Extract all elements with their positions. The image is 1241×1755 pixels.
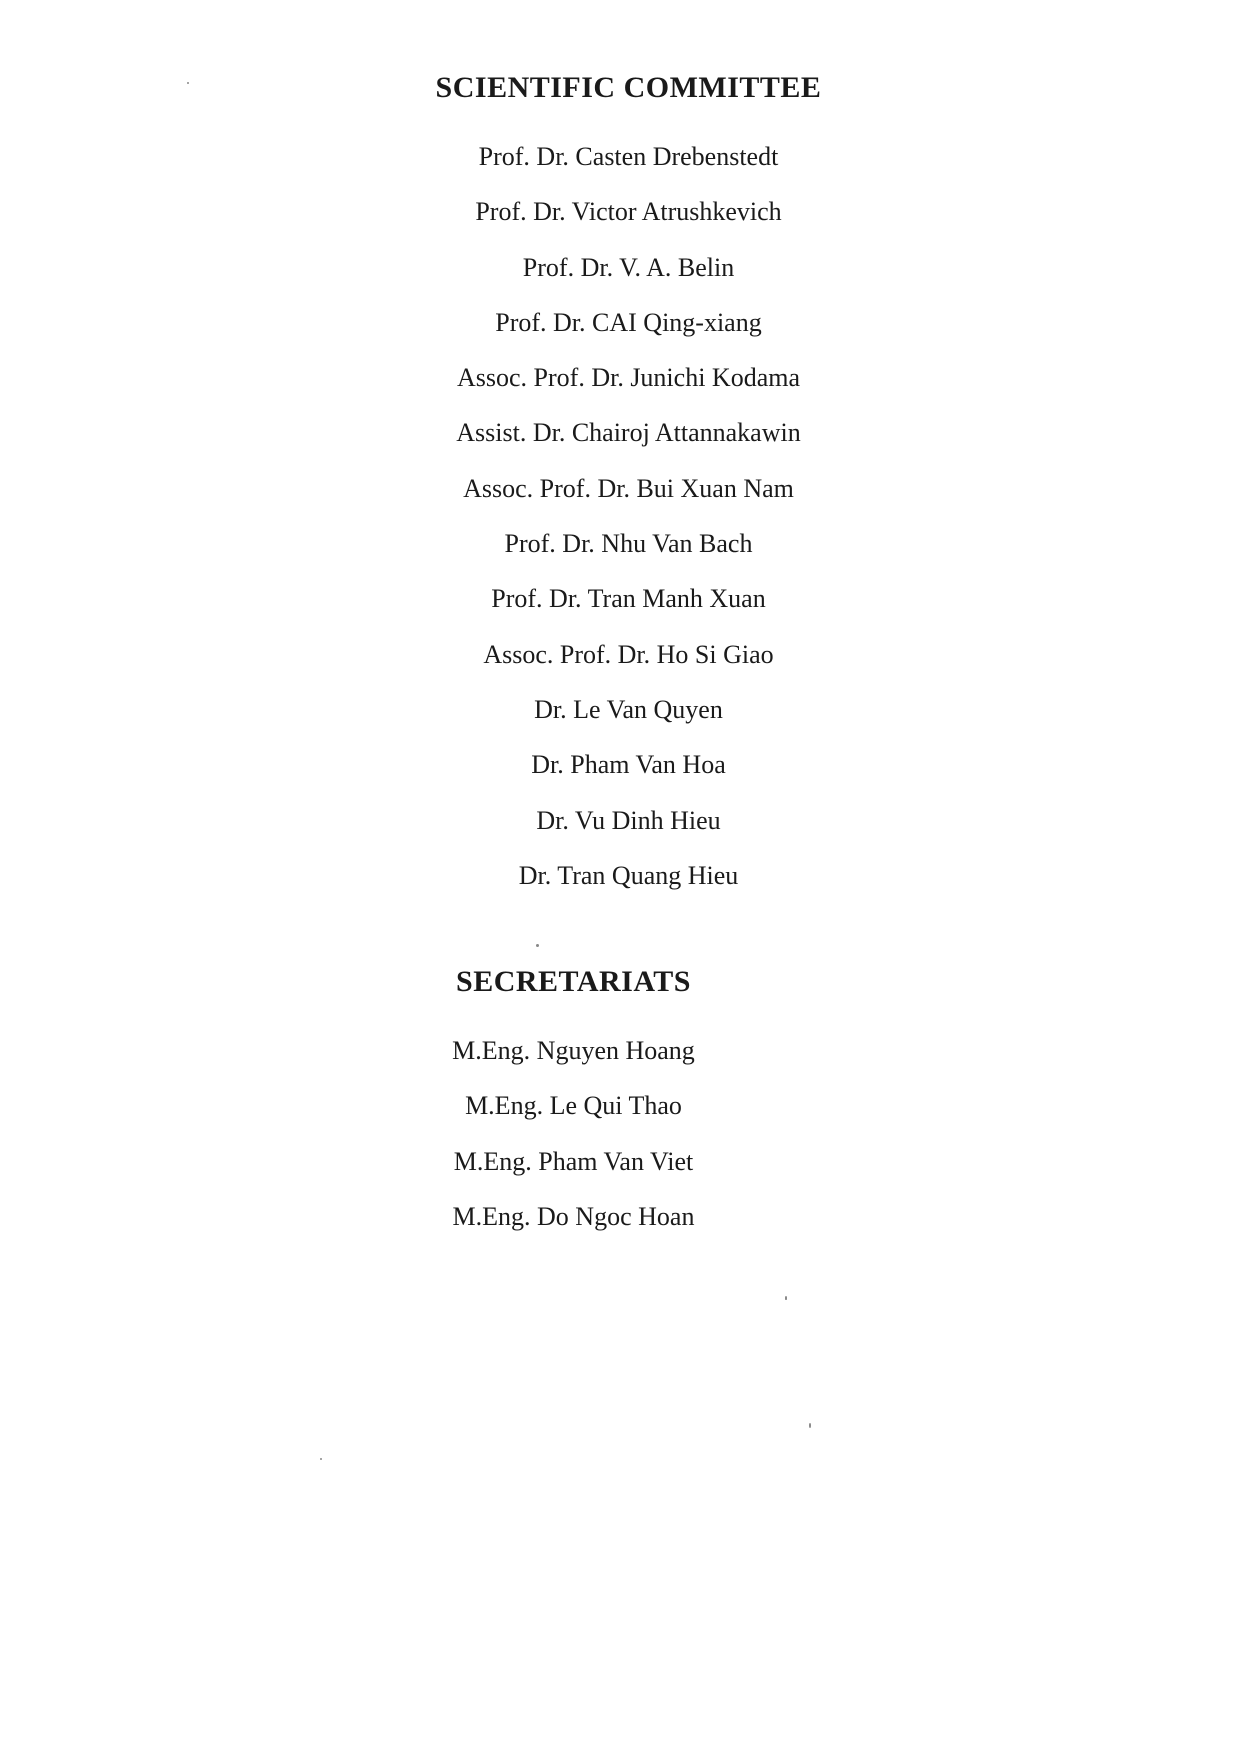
committee-member: Prof. Dr. CAI Qing-xiang xyxy=(495,307,762,337)
secretariat-member: M.Eng. Do Ngoc Hoan xyxy=(452,1201,695,1231)
committee-member: Dr. Tran Quang Hieu xyxy=(518,860,739,890)
scan-speck xyxy=(809,1423,811,1428)
committee-member: Assoc. Prof. Dr. Junichi Kodama xyxy=(456,363,800,393)
scan-speck xyxy=(536,944,539,947)
committee-member: Prof. Dr. Victor Atrushkevich xyxy=(475,197,782,227)
committee-member: Prof. Dr. Nhu Van Bach xyxy=(504,529,753,559)
committee-member: Assoc. Prof. Dr. Bui Xuan Nam xyxy=(463,473,794,503)
secretariats-heading: SECRETARIATS xyxy=(456,965,691,998)
committee-member: Prof. Dr. Tran Manh Xuan xyxy=(491,584,766,614)
committee-member: Dr. Vu Dinh Hieu xyxy=(536,805,721,835)
committee-member: Dr. Le Van Quyen xyxy=(534,694,723,724)
scan-speck xyxy=(320,1458,322,1460)
scientific-committee-heading: SCIENTIFIC COMMITTEE xyxy=(435,71,822,104)
secretariat-member: M.Eng. Pham Van Viet xyxy=(453,1146,694,1176)
committee-member: Dr. Pham Van Hoa xyxy=(531,750,726,780)
committee-member: Assoc. Prof. Dr. Ho Si Giao xyxy=(483,639,774,669)
committee-member: Prof. Dr. V. A. Belin xyxy=(522,252,735,282)
committee-member: Assist. Dr. Chairoj Attannakawin xyxy=(456,418,801,448)
scientific-committee-section xyxy=(8,70,1241,903)
committee-member: Prof. Dr. Casten Drebenstedt xyxy=(478,142,779,171)
secretariats-list xyxy=(0,1023,1194,1244)
secretariat-member: M.Eng. Nguyen Hoang xyxy=(452,1036,695,1065)
scan-speck xyxy=(785,1298,787,1300)
scan-speck xyxy=(187,82,189,84)
secretariat-member: M.Eng. Le Qui Thao xyxy=(465,1091,682,1121)
scientific-committee-list xyxy=(8,129,1241,903)
secretariats-section xyxy=(0,964,1194,1244)
